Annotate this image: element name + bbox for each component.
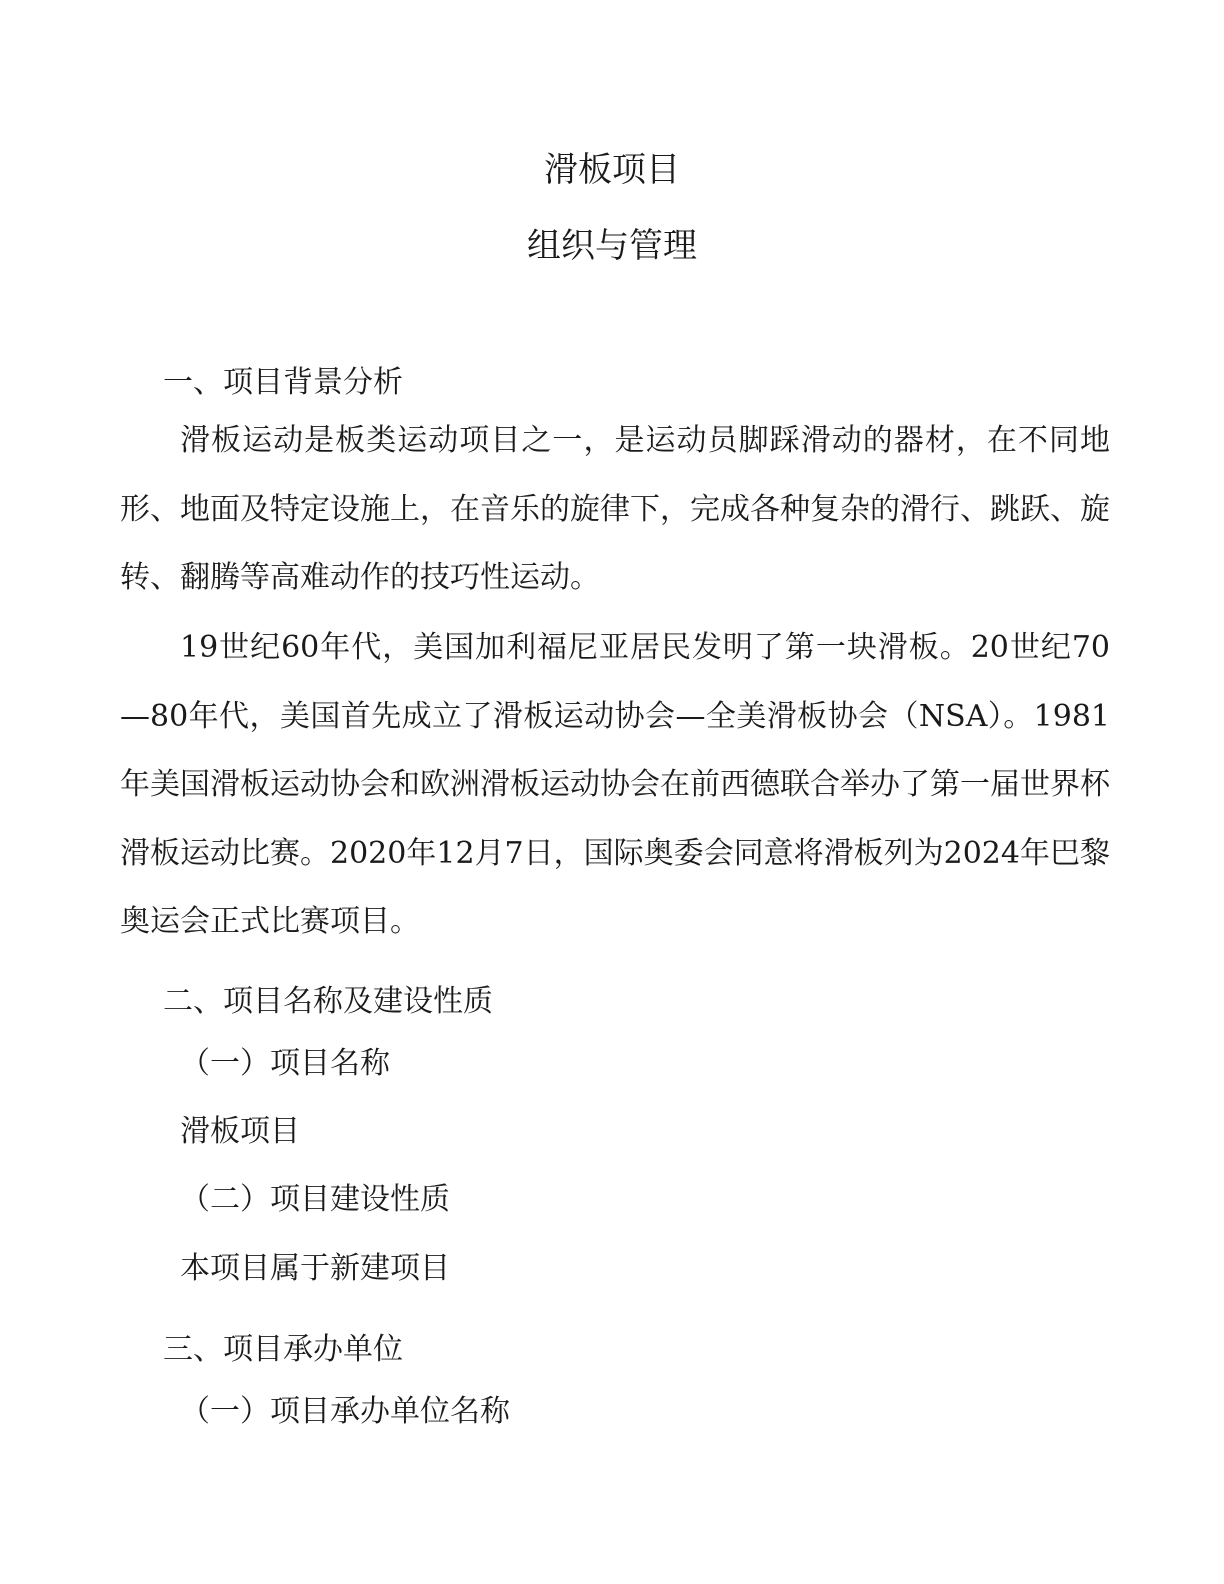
section-1-heading: 一、项目背景分析 (163, 365, 403, 400)
section-3-sub-1-heading: （一）项目承办单位名称 (180, 1394, 510, 1429)
document-title: 滑板项目 (544, 150, 680, 190)
section-2-sub-1-heading: （一）项目名称 (180, 1046, 390, 1081)
document-subtitle: 组织与管理 (527, 226, 697, 266)
section-2-sub-2-heading: （二）项目建设性质 (180, 1182, 450, 1217)
section-3-heading: 三、项目承办单位 (163, 1332, 403, 1367)
project-name-text: 滑板项目 (180, 1114, 300, 1149)
section-1-paragraph-1: 滑板运动是板类运动项目之一，是运动员脚踩滑动的器材，在不同地形、地面及特定设施上，在音乐的旋律下，完成各种复杂的滑行、跳跃、旋转、翻腾等高难动作的技巧性运动。 (120, 423, 1110, 595)
section-1-paragraph-2: 19世纪60年代，美国加利福尼亚居民发明了第一块滑板。20世纪70—80年代，美国首先成立了滑板运动协会—全美滑板协会（NSA）。1981年美国滑板运动协会和欧洲滑板运动协会在前西德联合举办了第一届世界杯滑板运动比赛。2020年12月7日，国际奥委会同意将滑板列为2024年巴黎奥运会正式比赛项目。 (120, 630, 1110, 939)
section-2-heading: 二、项目名称及建设性质 (163, 984, 493, 1019)
project-nature-text: 本项目属于新建项目 (180, 1251, 450, 1286)
